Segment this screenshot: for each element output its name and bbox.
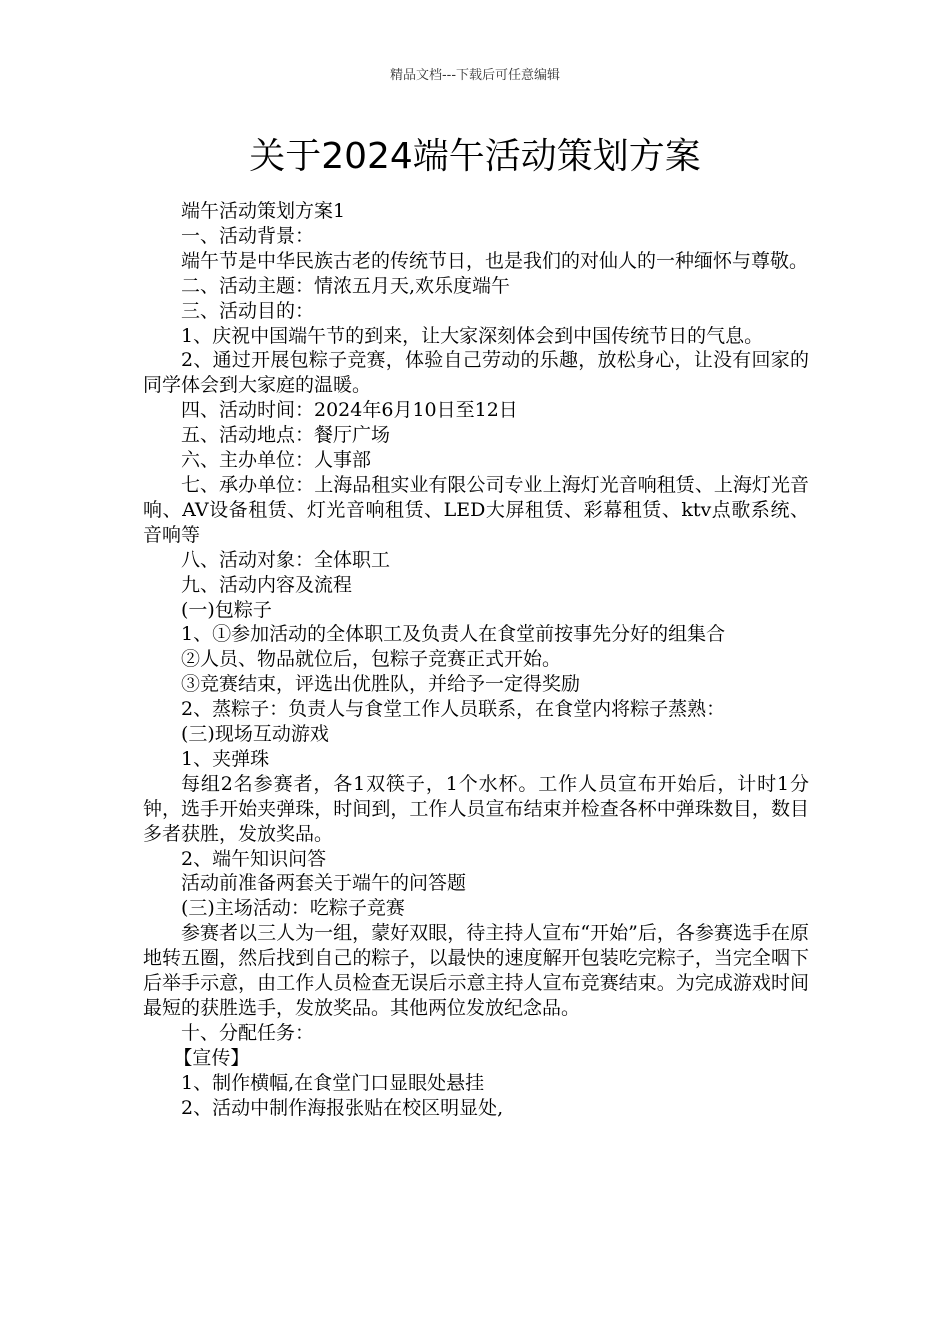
paragraph: 2、端午知识问答 xyxy=(181,847,327,870)
paragraph: 1、①参加活动的全体职工及负责人在食堂前按事先分好的组集合 xyxy=(181,623,726,646)
paragraph: 【宣传】 xyxy=(173,1046,250,1069)
paragraph: 七、承办单位：上海品租实业有限公司专业上海灯光音响租赁、上海灯光音响、AV设备租赁、灯光音响租赁、LED大屏租赁、彩幕租赁、ktv点歌系统、音响等 xyxy=(143,473,809,546)
paragraph: 八、活动对象：全体职工 xyxy=(181,548,391,571)
paragraph: 端午节是中华民族古老的传统节日，也是我们的对仙人的一种缅怀与尊敬。 xyxy=(181,249,809,272)
paragraph: 每组2名参赛者，各1双筷子，1个水杯。工作人员宣布开始后，计时1分钟，选手开始夹弹珠，时间到，工作人员宣布结束并检查各杯中弹珠数目，数目多者获胜，发放奖品。 xyxy=(143,772,809,845)
paragraph: 活动前准备两套关于端午的问答题 xyxy=(181,872,467,895)
paragraph: 五、活动地点：餐厅广场 xyxy=(181,424,391,447)
paragraph: 二、活动主题：情浓五月天,欢乐度端午 xyxy=(181,274,511,297)
paragraph: 2、通过开展包粽子竞赛，体验自己劳动的乐趣，放松身心，让没有回家的同学体会到大家庭的温暖。 xyxy=(143,349,809,397)
paragraph: (三)现场互动游戏 xyxy=(181,723,329,746)
paragraph: (一)包粽子 xyxy=(181,598,272,621)
paragraph: 六、主办单位：人事部 xyxy=(181,449,372,472)
paragraph: (三)主场活动：吃粽子竞赛 xyxy=(181,897,405,920)
paragraph: 四、活动时间：2024年6月10日至12日 xyxy=(181,399,518,422)
paragraph: 三、活动目的： xyxy=(181,299,315,322)
paragraph: ③竞赛结束，评选出优胜队，并给予一定得奖励 xyxy=(181,673,581,696)
document-title: 关于2024端午活动策划方案 xyxy=(249,136,701,177)
page-header: 精品文档---下载后可任意编辑 xyxy=(389,68,561,83)
paragraph: 端午活动策划方案1 xyxy=(181,200,346,222)
paragraph: 1、夹弹珠 xyxy=(181,747,270,770)
paragraph: ②人员、物品就位后，包粽子竞赛正式开始。 xyxy=(181,648,562,671)
paragraph: 2、活动中制作海报张贴在校区明显处, xyxy=(181,1096,504,1119)
document-body xyxy=(143,199,809,1121)
paragraph: 一、活动背景： xyxy=(181,224,315,247)
paragraph: 参赛者以三人为一组，蒙好双眼，待主持人宣布“开始”后，各参赛选手在原地转五圈，然后找到自己的粽子，以最快的速度解开包装吃完粽子，当完全咽下后举手示意，由工作人员检查无误后示意主持人宣布竞赛结束。为完成游戏时间最短的获胜选手，发放奖品。其他两位发放纪念品。 xyxy=(143,922,809,1019)
paragraph: 十、分配任务： xyxy=(181,1021,315,1044)
paragraph: 九、活动内容及流程 xyxy=(181,573,353,596)
paragraph: 2、蒸粽子：负责人与食堂工作人员联系，在食堂内将粽子蒸熟： xyxy=(181,698,726,721)
paragraph: 1、庆祝中国端午节的到来，让大家深刻体会到中国传统节日的气息。 xyxy=(181,324,764,347)
paragraph: 1、制作横幅,在食堂门口显眼处悬挂 xyxy=(181,1071,485,1094)
